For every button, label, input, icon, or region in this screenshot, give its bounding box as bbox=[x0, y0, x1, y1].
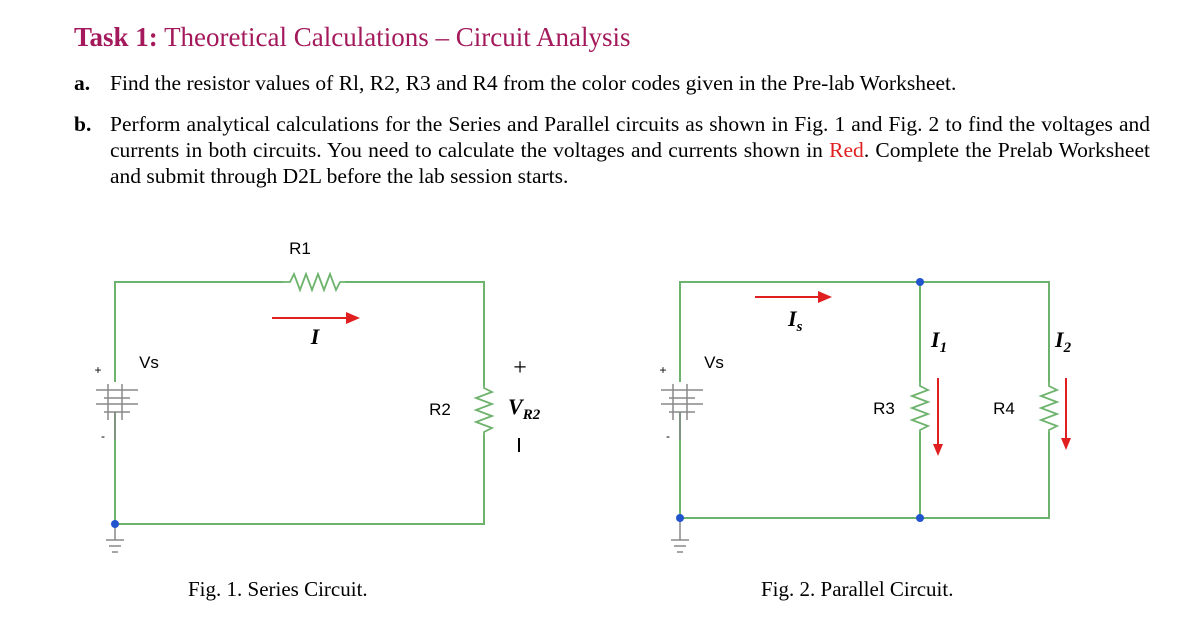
fig2-node-left bbox=[676, 514, 684, 522]
fig2-i2-arrowhead bbox=[1061, 438, 1071, 450]
fig2-r4-label: R4 bbox=[993, 399, 1015, 418]
fig2-terminal-minus: - bbox=[666, 429, 670, 443]
fig1-ground-icon bbox=[106, 524, 124, 552]
item-b-highlight: Red bbox=[829, 138, 864, 162]
fig2-r4-resistor bbox=[1041, 382, 1057, 432]
task-title-text: Theoretical Calculations – Circuit Analysis bbox=[164, 22, 631, 52]
item-a-label: a. bbox=[74, 71, 91, 95]
fig2-i2-label bbox=[1054, 327, 1072, 356]
fig2-left-top-wire bbox=[680, 282, 1049, 382]
fig2-is-label bbox=[787, 306, 803, 335]
fig1-terminal-minus: - bbox=[101, 429, 105, 443]
fig1-r2-resistor bbox=[476, 385, 492, 435]
fig2-i2-i: I bbox=[1055, 327, 1064, 352]
fig1-terminal-plus: + bbox=[94, 363, 102, 377]
fig2-i1-sub: 1 bbox=[939, 340, 948, 356]
parallel-circuit-diagram bbox=[600, 0, 1177, 621]
item-b-label: b. bbox=[74, 112, 92, 136]
fig2-i1-arrowhead bbox=[933, 444, 943, 456]
fig2-source-label: Vs bbox=[704, 353, 724, 372]
fig2-r3-label: R3 bbox=[873, 399, 895, 418]
fig1-plus-sign: + bbox=[513, 355, 527, 381]
fig2-is-arrowhead bbox=[818, 291, 832, 303]
fig2-is-i: I bbox=[788, 306, 797, 331]
fig1-node bbox=[111, 520, 119, 528]
fig1-right-top-wire bbox=[345, 282, 484, 385]
fig2-ground-icon bbox=[671, 518, 689, 552]
fig2-terminal-plus: + bbox=[659, 363, 667, 377]
fig1-voltage-label bbox=[508, 394, 541, 423]
item-b-text-after: . Complete the Prelab Worksheet and submit through D2L before the lab session starts. bbox=[110, 138, 1150, 188]
task-number: Task 1: bbox=[74, 22, 158, 52]
fig2-caption: Fig. 2. Parallel Circuit. bbox=[761, 577, 954, 601]
fig2-is-sub: s bbox=[796, 319, 803, 335]
fig1-source-label: Vs bbox=[139, 353, 159, 372]
fig1-voltage-v: V bbox=[508, 394, 523, 419]
fig1-voltage-sub: R2 bbox=[522, 407, 541, 423]
fig1-r1-label: R1 bbox=[289, 239, 311, 258]
item-b-text-before: Perform analytical calculations for the Series and Parallel circuits as shown in Fig. 1 and Fig. 2 to find the voltages and currents in both circuits. You need to calculate the voltages and currents shown in bbox=[110, 112, 1150, 162]
fig1-right-bottom-wire bbox=[115, 435, 484, 524]
fig2-i1-i: I bbox=[931, 327, 940, 352]
fig2-node-top bbox=[916, 278, 924, 286]
fig1-r1-resistor bbox=[283, 274, 345, 290]
fig2-right-bottom-wire bbox=[680, 432, 1049, 518]
fig2-i2-sub: 2 bbox=[1063, 340, 1072, 356]
fig1-r2-label: R2 bbox=[429, 400, 451, 419]
fig1-current-label: I bbox=[310, 324, 320, 349]
fig2-node-bottom bbox=[916, 514, 924, 522]
fig1-current-arrowhead bbox=[346, 312, 360, 324]
fig1-caption: Fig. 1. Series Circuit. bbox=[188, 577, 368, 601]
item-a-text: Find the resistor values of Rl, R2, R3 and R4 from the color codes given in the Pre-lab Worksheet. bbox=[110, 71, 957, 95]
fig2-i1-label bbox=[930, 327, 947, 356]
fig2-r3-resistor bbox=[912, 382, 928, 432]
